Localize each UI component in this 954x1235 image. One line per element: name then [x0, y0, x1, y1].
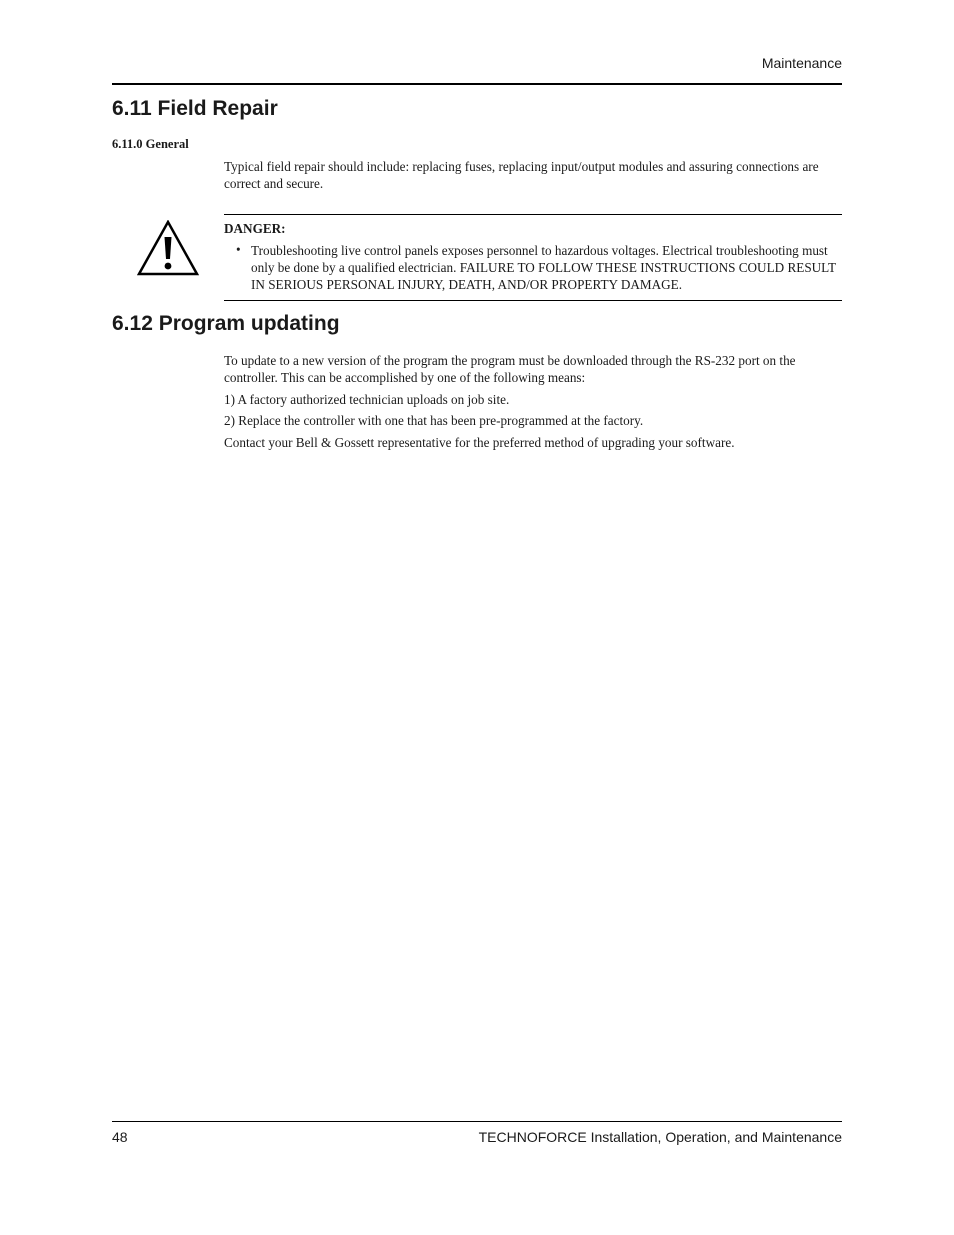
- danger-label: DANGER:: [224, 221, 286, 236]
- general-paragraph: Typical field repair should include: replacing fuses, replacing input/output modules and assuring connections are correct and secure.: [224, 159, 819, 191]
- danger-text: Troubleshooting live control panels exposes personnel to hazardous voltages. Electrical troubleshooting must only be done by a qualified electrician. FAILURE TO FOLLOW THESE INSTRUCTIONS COULD RESULT IN SERIOUS PERSONAL INJURY, DEATH, AND/OR PROPERTY DAMAGE.: [251, 243, 836, 292]
- section-title-field-repair: 6.11 Field Repair: [112, 97, 278, 120]
- footer-rule: [112, 1121, 842, 1122]
- update-option-1: 1) A factory authorized technician uploads on job site.: [224, 392, 510, 407]
- update-intro-paragraph: To update to a new version of the program the program must be downloaded through the RS-232 port on the controller. This can be accomplished by one of the following means:: [224, 353, 796, 385]
- footer-document-title: TECHNOFORCE Installation, Operation, and Maintenance: [478, 1129, 842, 1145]
- running-header: Maintenance: [761, 55, 842, 71]
- danger-top-rule: [224, 214, 842, 215]
- contact-paragraph: Contact your Bell & Gossett representative for the preferred method of upgrading your software.: [224, 435, 735, 450]
- header-rule: [112, 83, 842, 85]
- danger-bottom-rule: [224, 300, 842, 301]
- warning-triangle-icon: [137, 220, 199, 276]
- page-number: 48: [112, 1129, 128, 1145]
- section-title-program-updating: 6.12 Program updating: [112, 312, 340, 335]
- update-option-2: 2) Replace the controller with one that has been pre-programmed at the factory.: [224, 413, 644, 428]
- subsection-heading-general: 6.11.0 General: [112, 137, 189, 151]
- danger-bullet: •: [236, 242, 241, 257]
